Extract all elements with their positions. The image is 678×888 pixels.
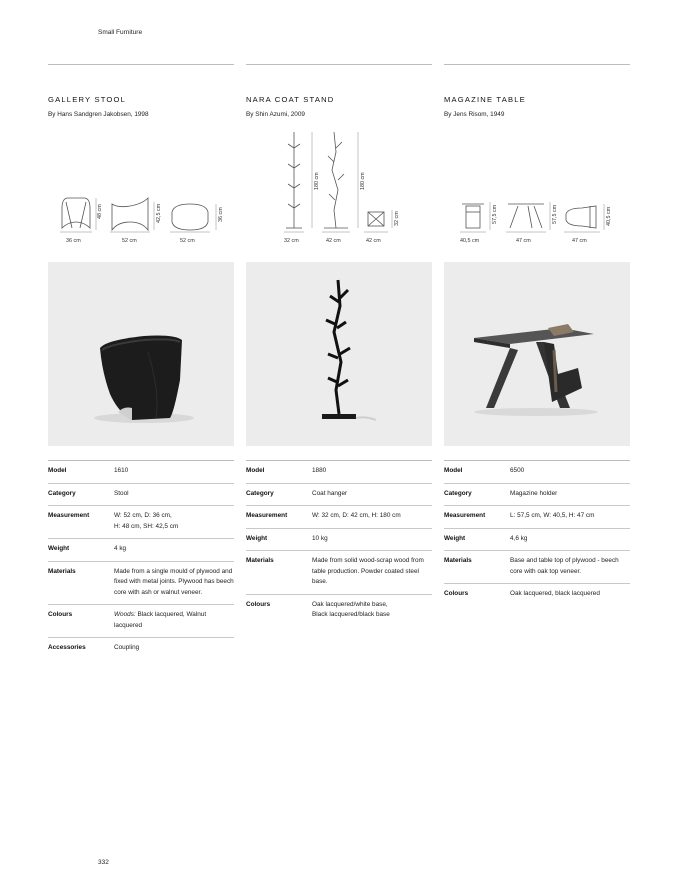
spec-value: 6500 bbox=[510, 467, 525, 474]
spec-row-model bbox=[48, 460, 234, 483]
dim-width-2: 47 cm bbox=[516, 238, 531, 244]
spec-row-measurement bbox=[48, 505, 234, 538]
product-column-nara-coat-stand bbox=[246, 64, 432, 258]
spec-value: 1610 bbox=[114, 467, 129, 474]
dim-width-1: 32 cm bbox=[284, 238, 299, 244]
column-divider bbox=[246, 64, 432, 65]
spec-row-weight bbox=[246, 528, 432, 551]
dim-height-3: 36 cm bbox=[218, 207, 224, 222]
dim-width-1: 36 cm bbox=[66, 238, 81, 244]
spec-table-gallery-stool bbox=[48, 460, 234, 660]
spec-key: Colours bbox=[246, 600, 271, 608]
spec-key: Materials bbox=[246, 557, 274, 564]
spec-row-accessories bbox=[48, 637, 234, 660]
spec-value: Magazine holder bbox=[510, 489, 558, 497]
section-title: Small Furniture bbox=[98, 29, 143, 36]
spec-key: Materials bbox=[444, 557, 472, 564]
spec-key: Weight bbox=[246, 534, 268, 542]
spec-key: Model bbox=[246, 467, 265, 474]
stool-dimension-drawings bbox=[48, 118, 234, 244]
spec-table-magazine-table bbox=[444, 460, 630, 606]
product-name: MAGAZINE TABLE bbox=[444, 95, 526, 104]
coat-stand-dimension-drawings bbox=[246, 118, 432, 244]
technical-drawings bbox=[444, 118, 630, 258]
page-number: 332 bbox=[98, 859, 109, 866]
spec-value: W: 52 cm, D: 36 cm, H: 48 cm, SH: 42,5 cm bbox=[114, 512, 179, 530]
spec-value: Made from solid wood-scrap wood from table production. Powder coated steel base. bbox=[312, 557, 424, 585]
spec-key: Measurement bbox=[246, 512, 288, 519]
spec-row-weight bbox=[444, 528, 630, 551]
spec-row-model bbox=[246, 460, 432, 483]
spec-key: Colours bbox=[444, 590, 469, 597]
product-designer: By Shin Azumi, 2009 bbox=[246, 111, 305, 118]
dim-height-1: 57,5 cm bbox=[492, 204, 498, 224]
spec-value: Coat hanger bbox=[312, 489, 348, 497]
spec-key: Category bbox=[246, 489, 274, 497]
spec-value: Oak lacquered/white base, Black lacquered/black base bbox=[312, 600, 390, 618]
spec-row-colours bbox=[48, 604, 234, 637]
product-photo-magazine-table bbox=[444, 262, 630, 446]
spec-key: Colours bbox=[48, 611, 73, 618]
spec-value-italic: Woods: bbox=[114, 611, 136, 618]
dim-width-2: 42 cm bbox=[326, 238, 341, 244]
spec-value: 1880 bbox=[312, 467, 327, 474]
spec-row-category bbox=[246, 483, 432, 506]
dim-height-2: 42,5 cm bbox=[156, 203, 162, 223]
spec-key: Measurement bbox=[444, 512, 486, 519]
spec-key: Materials bbox=[48, 567, 76, 575]
product-name: NARA COAT STAND bbox=[246, 95, 335, 104]
spec-key: Model bbox=[48, 467, 67, 474]
spec-row-colours bbox=[246, 594, 432, 627]
product-photo-gallery-stool bbox=[48, 262, 234, 446]
spec-value: Base and table top of plywood - beech core with oak top veneer. bbox=[510, 557, 619, 575]
spec-key: Model bbox=[444, 467, 463, 474]
spec-row-measurement bbox=[246, 505, 432, 528]
spec-value: L: 57,5 cm, W: 40,5, H: 47 cm bbox=[510, 512, 595, 519]
dim-height-3: 40,5 cm bbox=[606, 206, 612, 226]
product-photo-nara-coat-stand bbox=[246, 262, 432, 446]
spec-value bbox=[114, 610, 234, 631]
spec-row-category bbox=[444, 483, 630, 506]
spec-value: W: 32 cm, D: 42 cm, H: 180 cm bbox=[312, 512, 401, 519]
dim-width-1: 40,5 cm bbox=[460, 238, 480, 244]
spec-value: Stool bbox=[114, 489, 129, 497]
spec-row-weight bbox=[48, 538, 234, 561]
dim-height-1: 180 cm bbox=[314, 172, 320, 190]
technical-drawings bbox=[48, 118, 234, 258]
product-designer: By Hans Sandgren Jakobsen, 1998 bbox=[48, 111, 149, 118]
spec-value: Made from a single mould of plywood and fixed with metal joints. Plywood has beech core with ash or walnut veneer. bbox=[114, 567, 234, 596]
spec-value: Coupling bbox=[114, 644, 140, 651]
column-divider bbox=[48, 64, 234, 65]
spec-row-colours bbox=[444, 583, 630, 606]
spec-key: Weight bbox=[444, 534, 466, 542]
spec-row-materials bbox=[444, 550, 630, 583]
dim-height-1: 48 cm bbox=[97, 204, 103, 219]
product-column-magazine-table bbox=[444, 64, 630, 258]
product-designer: By Jens Risom, 1949 bbox=[444, 111, 505, 118]
column-divider bbox=[444, 64, 630, 65]
spec-row-materials bbox=[246, 550, 432, 594]
dim-width-2: 52 cm bbox=[122, 238, 137, 244]
magazine-table-dimension-drawings bbox=[444, 118, 630, 244]
product-name: GALLERY STOOL bbox=[48, 95, 127, 104]
spec-value: 4 kg bbox=[114, 545, 127, 552]
spec-key: Category bbox=[48, 489, 76, 497]
spec-row-category bbox=[48, 483, 234, 506]
dim-width-3: 47 cm bbox=[572, 238, 587, 244]
spec-key: Weight bbox=[48, 545, 70, 552]
spec-row-materials bbox=[48, 561, 234, 605]
dim-height-3: 32 cm bbox=[394, 211, 400, 226]
spec-value: 10 kg bbox=[312, 534, 328, 542]
dim-width-3: 42 cm bbox=[366, 238, 381, 244]
product-column-gallery-stool bbox=[48, 64, 234, 258]
technical-drawings bbox=[246, 118, 432, 258]
spec-value: Oak lacquered, black lacquered bbox=[510, 590, 600, 597]
spec-key: Category bbox=[444, 489, 472, 497]
dim-height-2: 180 cm bbox=[360, 172, 366, 190]
spec-value: 4,6 kg bbox=[510, 534, 528, 542]
dim-height-2: 57,5 cm bbox=[552, 204, 558, 224]
spec-value-text: Black lacquered, Walnut lacquered bbox=[114, 611, 207, 629]
spec-table-nara-coat-stand bbox=[246, 460, 432, 627]
spec-row-model bbox=[444, 460, 630, 483]
spec-row-measurement bbox=[444, 505, 630, 528]
spec-key: Accessories bbox=[48, 644, 86, 651]
dim-width-3: 52 cm bbox=[180, 238, 195, 244]
spec-key: Measurement bbox=[48, 512, 90, 519]
